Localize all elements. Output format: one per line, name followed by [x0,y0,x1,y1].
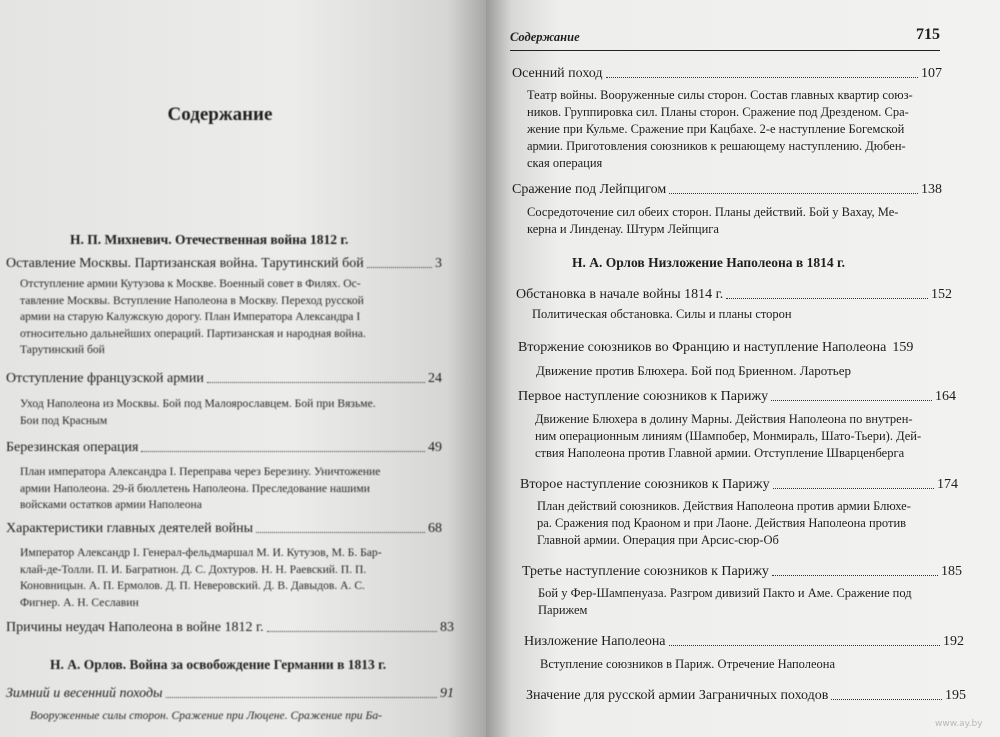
entry-page: 107 [921,66,942,81]
leader-dots [669,645,940,646]
leader-dots [207,382,425,383]
leader-dots [367,267,432,268]
desc-line: Театр войны. Вооруженные силы сторон. Состав главных квартир союз- [527,88,913,102]
entry-page: 174 [937,477,958,492]
toc-entry[interactable] [6,440,442,456]
entry-description [20,545,450,611]
desc-line: ра. Сражения под Краоном и при Лаоне. Действия Наполеона против [537,516,907,530]
page-number: 715 [916,26,940,43]
desc-line: относительно дальнейших операций. Партизанская и народная война. [20,326,366,340]
entry-description [536,362,956,379]
leader-dots [771,400,932,401]
entry-page: 164 [935,389,956,404]
desc-line: Движение Блюхера в долину Марны. Действия Наполеона по внутрен- [535,412,913,426]
entry-page: 152 [931,287,952,302]
desc-line: Сосредоточение сил обеих сторон. Планы действий. Бой у Вахау, Ме- [527,205,899,219]
entry-title: Осенний поход [512,66,603,81]
leader-dots [166,697,437,698]
toc-entry[interactable] [6,521,442,537]
entry-title: Оставление Москвы. Партизанская война. Тарутинский бой [6,256,364,271]
leader-dots [726,298,928,299]
entry-page: 24 [428,371,442,386]
desc-line: Отступление армии Кутузова к Москве. Военный совет в Филях. Ос- [20,277,361,290]
entry-page: 68 [428,521,442,536]
entry-description [532,306,952,323]
entry-description [20,396,450,429]
toc-entry[interactable] [516,287,952,303]
desc-line: Вступление союзников в Париж. Отречение Наполеона [540,657,836,671]
section-heading-1814: Н. А. Орлов Низложение Наполеона в 1814 г. [572,255,845,270]
entry-page: 3 [435,256,442,271]
section-heading-1813: Н. А. Орлов. Война за освобождение Германии в 1813 г. [50,657,387,672]
desc-line: армии. Приготовления союзников к решающему наступлению. Дюбен- [527,139,906,153]
desc-line: жение при Кульме. Сражение при Кацбахе. 2-е наступление Богемской [527,122,905,136]
desc-line: Политическая обстановка. Силы и планы сторон [532,307,792,321]
entry-description [540,656,965,673]
toc-entry[interactable] [6,620,454,636]
watermark: www.ay.by [935,719,983,729]
desc-line: армии Наполеона. 29-й бюллетень Наполеона. Преследование нашими [20,481,370,495]
toc-entry[interactable] [518,340,958,356]
entry-title: Зимний и весенний походы [6,686,163,701]
entry-title: Низложение Наполеона [524,634,666,649]
entry-title: Первое наступление союзников к Парижу [518,389,769,404]
entry-title: Второе наступление союзников к Парижу [520,477,770,492]
entry-page: 192 [943,634,964,649]
entry-title: Отступление французской армии [6,371,204,386]
entry-description [30,708,460,725]
entry-title: Березинская операция [6,440,139,455]
desc-line: Парижем [538,603,588,617]
header-title: Содержание [510,30,580,44]
toc-entry[interactable] [524,634,964,650]
toc-entry[interactable] [6,371,442,387]
leader-dots [606,77,918,78]
desc-line: ская операция [527,156,603,170]
entry-page: 159 [892,340,914,355]
running-header [510,24,940,51]
entry-title: Вторжение союзников во Францию и наступление Наполеона [518,340,887,355]
desc-line: тавление Москвы. Вступление Наполеона в Москву. Переход русской [20,293,364,307]
leader-dots [267,631,437,632]
desc-line: ников. Группировка сил. Планы сторон. Сражение под Дрезденом. Сра- [527,105,909,119]
desc-line: Движение против Блюхера. Бой под Бриенном. Ларотьер [536,363,851,378]
desc-line: ствия Наполеона против Главной армии. Отступление Шварценберга [535,446,905,460]
entry-title: Обстановка в начале войны 1814 г. [516,287,724,302]
desc-line: войсками остатков армии Наполеона [20,498,202,511]
entry-description [20,276,450,359]
leader-dots [772,575,938,576]
desc-line: Бои под Красным [20,413,108,427]
entry-page: 83 [440,620,454,635]
entry-page: 185 [941,564,962,579]
desc-line: Коновницын. А. П. Ермолов. Д. П. Неверовский. Д. В. Давыдов. А. С. [20,579,365,592]
toc-entry[interactable] [518,389,956,405]
left-page-content [0,0,486,737]
toc-entry[interactable] [512,182,942,198]
entry-title: Значение для русской армии Заграничных походов [526,688,829,703]
desc-line: Тарутинский бой [20,343,105,356]
toc-entry[interactable] [512,66,942,82]
desc-line: Вооруженные силы сторон. Сражение при Люцене. Сражение при Ба- [30,709,382,722]
entry-description [538,585,963,619]
toc-entry[interactable] [520,477,958,493]
desc-line: План императора Александра I. Переправа через Березину. Уничтожение [20,465,381,478]
leader-dots [831,699,942,700]
entry-description [20,464,450,514]
desc-line: Император Александр I. Генерал-фельдмаршал М. И. Кутузов, М. Б. Бар- [20,546,382,559]
desc-line: Бой у Фер-Шампенуаза. Разгром дивизий Пакто и Аме. Сражение под [538,586,912,600]
entry-title: Сражение под Лейпцигом [512,182,667,197]
entry-description [527,87,947,172]
leader-dots [773,488,934,489]
desc-line: клай-де-Толли. П. И. Багратион. Д. С. Дохтуров. Н. Н. Раевский. П. П. [20,562,367,576]
desc-line: ним операционным линиям (Шампобер, Монмираль, Шато-Тьери). Дей- [535,429,922,443]
desc-line: армии на старую Калужскую дорогу. План Императора Александра I [20,310,361,323]
toc-entry[interactable] [522,564,962,580]
entry-page: 49 [428,440,442,455]
desc-line: Уход Наполеона из Москвы. Бой под Малоярославцем. Бой при Вязьме. [20,397,376,410]
entry-page: 195 [945,688,966,703]
desc-line: Фигнер. А. Н. Сеславин [20,595,139,609]
toc-entry[interactable] [526,688,966,704]
entry-title: Причины неудач Наполеона в войне 1812 г. [6,620,264,635]
entry-title: Характеристики главных деятелей войны [6,521,254,536]
section-heading-1812: Н. П. Михневич. Отечественная война 1812 г. [70,232,349,247]
entry-page: 138 [921,182,942,197]
entry-page: 91 [440,686,454,701]
desc-line: керна и Линденау. Штурм Лейпцига [527,222,719,236]
left-page [0,0,486,737]
desc-line: Главной армии. Операция при Арсис-сюр-Об [537,533,779,547]
page-title: Содержание [167,104,273,125]
entry-description [537,498,962,549]
leader-dots [256,532,425,533]
entry-description [527,204,947,238]
leader-dots [669,193,918,194]
entry-description [535,411,960,462]
toc-entry[interactable] [6,686,454,702]
toc-entry[interactable] [6,256,442,272]
leader-dots [141,451,425,452]
entry-title: Третье наступление союзников к Парижу [522,564,769,579]
desc-line: План действий союзников. Действия Наполеона против армии Блюхе- [537,499,911,513]
